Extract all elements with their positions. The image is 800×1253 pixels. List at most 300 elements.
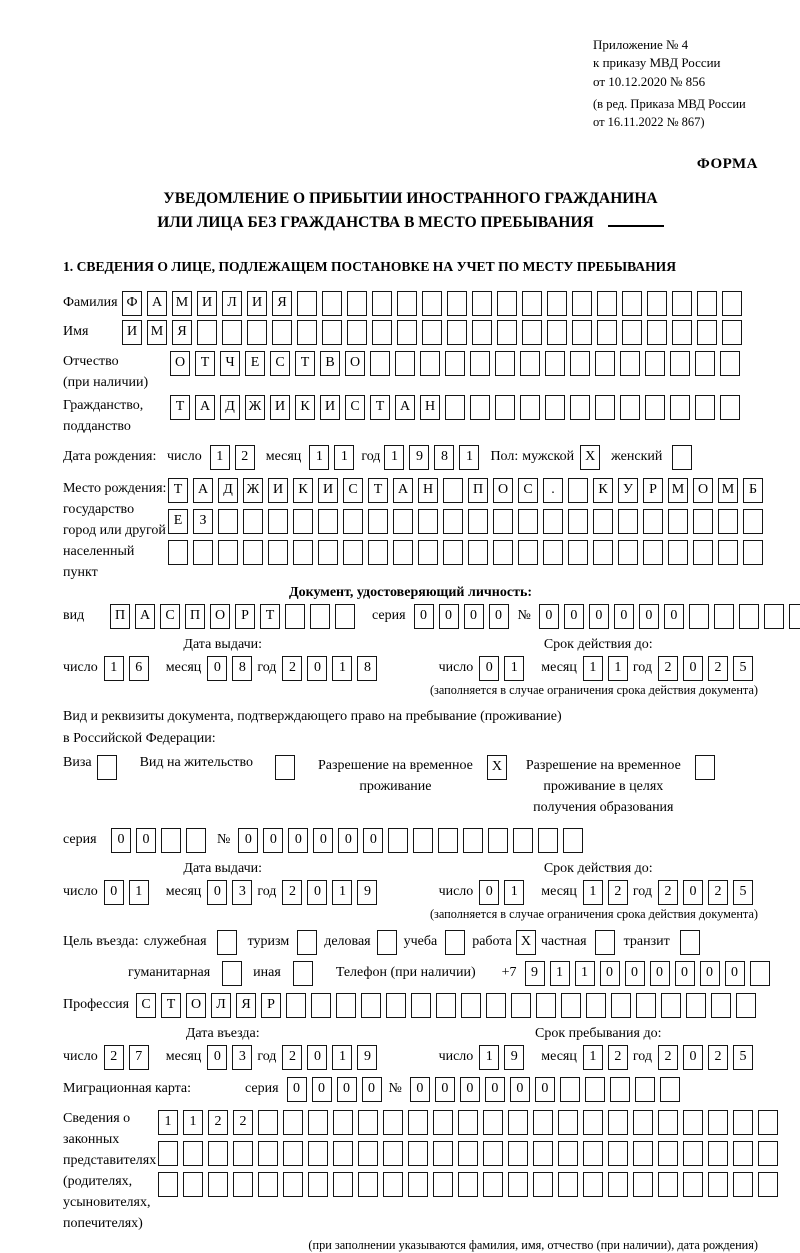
char-box[interactable] bbox=[388, 828, 408, 853]
char-box[interactable]: 0 bbox=[111, 828, 131, 853]
char-box[interactable] bbox=[368, 540, 388, 565]
char-box[interactable] bbox=[217, 930, 237, 955]
char-box[interactable] bbox=[513, 828, 533, 853]
char-box[interactable] bbox=[447, 291, 467, 316]
char-box[interactable]: 0 bbox=[337, 1077, 357, 1102]
char-box[interactable] bbox=[310, 604, 330, 629]
char-box[interactable] bbox=[383, 1172, 403, 1197]
char-box[interactable] bbox=[286, 993, 306, 1018]
char-box[interactable] bbox=[668, 540, 688, 565]
char-box[interactable] bbox=[670, 351, 690, 376]
char-box[interactable]: Е bbox=[245, 351, 265, 376]
char-box[interactable] bbox=[411, 993, 431, 1018]
char-box[interactable] bbox=[733, 1141, 753, 1166]
char-box[interactable]: М bbox=[668, 478, 688, 503]
char-box[interactable] bbox=[458, 1141, 478, 1166]
char-box[interactable] bbox=[493, 509, 513, 534]
char-box[interactable] bbox=[275, 755, 295, 780]
char-box[interactable] bbox=[545, 351, 565, 376]
char-box[interactable]: 0 bbox=[625, 961, 645, 986]
char-box[interactable] bbox=[618, 509, 638, 534]
char-box[interactable]: Я bbox=[172, 320, 192, 345]
char-box[interactable]: 0 bbox=[207, 656, 227, 681]
char-box[interactable] bbox=[422, 320, 442, 345]
char-box[interactable] bbox=[538, 828, 558, 853]
char-box[interactable] bbox=[595, 395, 615, 420]
char-box[interactable]: 0 bbox=[313, 828, 333, 853]
char-box[interactable]: 2 bbox=[708, 656, 728, 681]
char-box[interactable] bbox=[445, 351, 465, 376]
char-box[interactable] bbox=[658, 1110, 678, 1135]
char-box[interactable]: 0 bbox=[363, 828, 383, 853]
char-box[interactable]: 0 bbox=[338, 828, 358, 853]
char-box[interactable] bbox=[508, 1172, 528, 1197]
char-box[interactable]: 1 bbox=[332, 880, 352, 905]
char-box[interactable]: 0 bbox=[287, 1077, 307, 1102]
char-box[interactable] bbox=[645, 351, 665, 376]
char-box[interactable]: Л bbox=[211, 993, 231, 1018]
char-box[interactable] bbox=[586, 993, 606, 1018]
char-box[interactable] bbox=[683, 1141, 703, 1166]
char-box[interactable]: 0 bbox=[600, 961, 620, 986]
char-box[interactable]: Ч bbox=[220, 351, 240, 376]
char-box[interactable] bbox=[308, 1110, 328, 1135]
char-box[interactable] bbox=[308, 1141, 328, 1166]
char-box[interactable]: 5 bbox=[733, 880, 753, 905]
char-box[interactable] bbox=[370, 351, 390, 376]
char-box[interactable] bbox=[420, 351, 440, 376]
char-box[interactable]: 2 bbox=[282, 880, 302, 905]
char-box[interactable] bbox=[488, 828, 508, 853]
char-box[interactable]: 9 bbox=[357, 880, 377, 905]
char-box[interactable] bbox=[470, 351, 490, 376]
char-box[interactable] bbox=[611, 993, 631, 1018]
char-box[interactable] bbox=[522, 320, 542, 345]
char-box[interactable]: 5 bbox=[733, 1045, 753, 1070]
char-box[interactable]: 6 bbox=[129, 656, 149, 681]
char-box[interactable]: Т bbox=[161, 993, 181, 1018]
char-box[interactable] bbox=[739, 604, 759, 629]
char-box[interactable]: М bbox=[147, 320, 167, 345]
char-box[interactable]: 0 bbox=[589, 604, 609, 629]
char-box[interactable] bbox=[658, 1172, 678, 1197]
char-box[interactable] bbox=[322, 320, 342, 345]
char-box[interactable]: 2 bbox=[708, 1045, 728, 1070]
char-box[interactable] bbox=[643, 540, 663, 565]
char-box[interactable] bbox=[583, 1110, 603, 1135]
char-box[interactable]: И bbox=[268, 478, 288, 503]
char-box[interactable]: Т bbox=[295, 351, 315, 376]
char-box[interactable] bbox=[297, 291, 317, 316]
char-box[interactable]: А bbox=[135, 604, 155, 629]
char-box[interactable] bbox=[433, 1172, 453, 1197]
char-box[interactable]: А bbox=[395, 395, 415, 420]
char-box[interactable] bbox=[658, 1141, 678, 1166]
char-box[interactable]: Я bbox=[236, 993, 256, 1018]
char-box[interactable] bbox=[708, 1110, 728, 1135]
char-box[interactable] bbox=[672, 445, 692, 470]
char-box[interactable] bbox=[635, 1077, 655, 1102]
char-box[interactable]: И bbox=[122, 320, 142, 345]
char-box[interactable]: К bbox=[295, 395, 315, 420]
char-box[interactable]: Т bbox=[370, 395, 390, 420]
char-box[interactable] bbox=[486, 993, 506, 1018]
char-box[interactable]: 3 bbox=[232, 880, 252, 905]
char-box[interactable]: 1 bbox=[334, 445, 354, 470]
char-box[interactable]: 1 bbox=[608, 656, 628, 681]
char-box[interactable]: Б bbox=[743, 478, 763, 503]
char-box[interactable]: 0 bbox=[564, 604, 584, 629]
char-box[interactable] bbox=[433, 1110, 453, 1135]
char-box[interactable] bbox=[268, 509, 288, 534]
char-box[interactable] bbox=[789, 604, 800, 629]
char-box[interactable]: 1 bbox=[583, 1045, 603, 1070]
char-box[interactable]: 1 bbox=[583, 656, 603, 681]
char-box[interactable] bbox=[718, 509, 738, 534]
char-box[interactable]: 1 bbox=[550, 961, 570, 986]
char-box[interactable] bbox=[693, 509, 713, 534]
char-box[interactable] bbox=[418, 509, 438, 534]
char-box[interactable] bbox=[711, 993, 731, 1018]
char-box[interactable]: С bbox=[160, 604, 180, 629]
char-box[interactable]: 0 bbox=[312, 1077, 332, 1102]
char-box[interactable]: 1 bbox=[384, 445, 404, 470]
char-box[interactable] bbox=[468, 540, 488, 565]
char-box[interactable]: Ж bbox=[243, 478, 263, 503]
char-box[interactable]: 0 bbox=[307, 656, 327, 681]
char-box[interactable] bbox=[545, 395, 565, 420]
char-box[interactable] bbox=[333, 1110, 353, 1135]
char-box[interactable]: К bbox=[293, 478, 313, 503]
char-box[interactable]: 0 bbox=[535, 1077, 555, 1102]
char-box[interactable] bbox=[736, 993, 756, 1018]
char-box[interactable] bbox=[443, 540, 463, 565]
char-box[interactable] bbox=[570, 395, 590, 420]
char-box[interactable] bbox=[583, 1172, 603, 1197]
char-box[interactable]: Т bbox=[260, 604, 280, 629]
char-box[interactable] bbox=[572, 320, 592, 345]
char-box[interactable] bbox=[636, 993, 656, 1018]
char-box[interactable] bbox=[283, 1141, 303, 1166]
char-box[interactable]: Л bbox=[222, 291, 242, 316]
char-box[interactable] bbox=[547, 291, 567, 316]
char-box[interactable]: 1 bbox=[583, 880, 603, 905]
char-box[interactable] bbox=[518, 509, 538, 534]
char-box[interactable]: 0 bbox=[207, 880, 227, 905]
char-box[interactable] bbox=[695, 755, 715, 780]
char-box[interactable] bbox=[620, 395, 640, 420]
char-box[interactable]: 2 bbox=[282, 656, 302, 681]
char-box[interactable] bbox=[597, 320, 617, 345]
char-box[interactable] bbox=[661, 993, 681, 1018]
char-box[interactable] bbox=[608, 1141, 628, 1166]
char-box[interactable] bbox=[197, 320, 217, 345]
char-box[interactable] bbox=[572, 291, 592, 316]
char-box[interactable] bbox=[283, 1172, 303, 1197]
char-box[interactable] bbox=[560, 1077, 580, 1102]
char-box[interactable]: 0 bbox=[683, 880, 703, 905]
char-box[interactable] bbox=[343, 509, 363, 534]
char-box[interactable] bbox=[722, 291, 742, 316]
char-box[interactable] bbox=[497, 291, 517, 316]
char-box[interactable] bbox=[445, 930, 465, 955]
char-box[interactable]: И bbox=[320, 395, 340, 420]
char-box[interactable]: Н bbox=[418, 478, 438, 503]
char-box[interactable] bbox=[168, 540, 188, 565]
char-box[interactable] bbox=[333, 1172, 353, 1197]
char-box[interactable]: 1 bbox=[183, 1110, 203, 1135]
char-box[interactable] bbox=[383, 1110, 403, 1135]
char-box[interactable] bbox=[358, 1172, 378, 1197]
char-box[interactable]: 0 bbox=[639, 604, 659, 629]
char-box[interactable]: 0 bbox=[683, 1045, 703, 1070]
char-box[interactable]: С bbox=[518, 478, 538, 503]
char-box[interactable] bbox=[393, 509, 413, 534]
char-box[interactable]: 2 bbox=[608, 1045, 628, 1070]
char-box[interactable]: Е bbox=[168, 509, 188, 534]
char-box[interactable]: X bbox=[580, 445, 600, 470]
char-box[interactable]: А bbox=[393, 478, 413, 503]
char-box[interactable] bbox=[272, 320, 292, 345]
char-box[interactable] bbox=[733, 1110, 753, 1135]
char-box[interactable] bbox=[372, 320, 392, 345]
char-box[interactable]: 2 bbox=[282, 1045, 302, 1070]
char-box[interactable]: 0 bbox=[460, 1077, 480, 1102]
char-box[interactable] bbox=[758, 1141, 778, 1166]
char-box[interactable] bbox=[413, 828, 433, 853]
char-box[interactable] bbox=[670, 395, 690, 420]
char-box[interactable]: П bbox=[185, 604, 205, 629]
char-box[interactable]: 1 bbox=[129, 880, 149, 905]
char-box[interactable] bbox=[247, 320, 267, 345]
char-box[interactable]: О bbox=[493, 478, 513, 503]
char-box[interactable] bbox=[593, 509, 613, 534]
char-box[interactable]: 1 bbox=[104, 656, 124, 681]
char-box[interactable]: 1 bbox=[575, 961, 595, 986]
char-box[interactable]: 1 bbox=[332, 1045, 352, 1070]
char-box[interactable] bbox=[647, 291, 667, 316]
char-box[interactable]: А bbox=[195, 395, 215, 420]
char-box[interactable] bbox=[97, 755, 117, 780]
char-box[interactable]: 2 bbox=[658, 880, 678, 905]
char-box[interactable]: О bbox=[345, 351, 365, 376]
char-box[interactable] bbox=[443, 509, 463, 534]
char-box[interactable]: Ф bbox=[122, 291, 142, 316]
char-box[interactable]: 0 bbox=[675, 961, 695, 986]
char-box[interactable] bbox=[283, 1110, 303, 1135]
char-box[interactable] bbox=[720, 395, 740, 420]
char-box[interactable]: 9 bbox=[357, 1045, 377, 1070]
char-box[interactable] bbox=[318, 509, 338, 534]
char-box[interactable]: 1 bbox=[158, 1110, 178, 1135]
char-box[interactable]: О bbox=[693, 478, 713, 503]
char-box[interactable]: 0 bbox=[104, 880, 124, 905]
char-box[interactable] bbox=[508, 1141, 528, 1166]
char-box[interactable]: 0 bbox=[614, 604, 634, 629]
char-box[interactable] bbox=[436, 993, 456, 1018]
char-box[interactable] bbox=[511, 993, 531, 1018]
char-box[interactable] bbox=[258, 1141, 278, 1166]
char-box[interactable]: Р bbox=[643, 478, 663, 503]
char-box[interactable] bbox=[285, 604, 305, 629]
char-box[interactable] bbox=[543, 540, 563, 565]
char-box[interactable]: И bbox=[247, 291, 267, 316]
char-box[interactable]: С bbox=[343, 478, 363, 503]
char-box[interactable] bbox=[633, 1141, 653, 1166]
char-box[interactable]: 0 bbox=[510, 1077, 530, 1102]
char-box[interactable] bbox=[268, 540, 288, 565]
char-box[interactable] bbox=[161, 828, 181, 853]
char-box[interactable] bbox=[495, 395, 515, 420]
char-box[interactable]: З bbox=[193, 509, 213, 534]
char-box[interactable]: Ж bbox=[245, 395, 265, 420]
char-box[interactable] bbox=[218, 509, 238, 534]
char-box[interactable] bbox=[183, 1172, 203, 1197]
char-box[interactable]: 0 bbox=[489, 604, 509, 629]
char-box[interactable] bbox=[322, 291, 342, 316]
char-box[interactable] bbox=[520, 395, 540, 420]
char-box[interactable] bbox=[563, 828, 583, 853]
char-box[interactable]: 0 bbox=[288, 828, 308, 853]
char-box[interactable] bbox=[233, 1172, 253, 1197]
char-box[interactable]: 0 bbox=[485, 1077, 505, 1102]
char-box[interactable]: М bbox=[172, 291, 192, 316]
char-box[interactable]: П bbox=[110, 604, 130, 629]
char-box[interactable] bbox=[308, 1172, 328, 1197]
char-box[interactable] bbox=[695, 351, 715, 376]
char-box[interactable] bbox=[293, 509, 313, 534]
char-box[interactable] bbox=[258, 1172, 278, 1197]
char-box[interactable] bbox=[533, 1141, 553, 1166]
char-box[interactable] bbox=[463, 828, 483, 853]
char-box[interactable]: 2 bbox=[235, 445, 255, 470]
char-box[interactable] bbox=[233, 1141, 253, 1166]
char-box[interactable]: 0 bbox=[479, 880, 499, 905]
char-box[interactable]: 9 bbox=[504, 1045, 524, 1070]
char-box[interactable] bbox=[495, 351, 515, 376]
char-box[interactable] bbox=[395, 351, 415, 376]
char-box[interactable]: 8 bbox=[434, 445, 454, 470]
char-box[interactable] bbox=[697, 320, 717, 345]
char-box[interactable] bbox=[561, 993, 581, 1018]
char-box[interactable]: О bbox=[186, 993, 206, 1018]
char-box[interactable] bbox=[689, 604, 709, 629]
char-box[interactable] bbox=[438, 828, 458, 853]
char-box[interactable]: 2 bbox=[708, 880, 728, 905]
char-box[interactable] bbox=[568, 509, 588, 534]
char-box[interactable]: 1 bbox=[504, 880, 524, 905]
char-box[interactable] bbox=[372, 291, 392, 316]
char-box[interactable] bbox=[258, 1110, 278, 1135]
char-box[interactable] bbox=[447, 320, 467, 345]
char-box[interactable] bbox=[243, 540, 263, 565]
char-box[interactable] bbox=[558, 1110, 578, 1135]
char-box[interactable] bbox=[483, 1172, 503, 1197]
char-box[interactable]: 0 bbox=[410, 1077, 430, 1102]
char-box[interactable]: 2 bbox=[104, 1045, 124, 1070]
char-box[interactable] bbox=[483, 1110, 503, 1135]
char-box[interactable]: О bbox=[170, 351, 190, 376]
char-box[interactable] bbox=[750, 961, 770, 986]
char-box[interactable] bbox=[408, 1172, 428, 1197]
char-box[interactable] bbox=[408, 1110, 428, 1135]
char-box[interactable] bbox=[243, 509, 263, 534]
char-box[interactable] bbox=[358, 1141, 378, 1166]
char-box[interactable]: 0 bbox=[435, 1077, 455, 1102]
char-box[interactable] bbox=[536, 993, 556, 1018]
char-box[interactable] bbox=[718, 540, 738, 565]
char-box[interactable] bbox=[408, 1141, 428, 1166]
char-box[interactable] bbox=[697, 291, 717, 316]
char-box[interactable] bbox=[208, 1172, 228, 1197]
char-box[interactable]: С bbox=[270, 351, 290, 376]
char-box[interactable] bbox=[520, 351, 540, 376]
char-box[interactable] bbox=[293, 540, 313, 565]
char-box[interactable] bbox=[622, 291, 642, 316]
char-box[interactable] bbox=[183, 1141, 203, 1166]
char-box[interactable] bbox=[686, 993, 706, 1018]
char-box[interactable] bbox=[472, 291, 492, 316]
char-box[interactable] bbox=[633, 1110, 653, 1135]
char-box[interactable]: О bbox=[210, 604, 230, 629]
char-box[interactable]: У bbox=[618, 478, 638, 503]
char-box[interactable] bbox=[722, 320, 742, 345]
char-box[interactable]: М bbox=[718, 478, 738, 503]
char-box[interactable] bbox=[422, 291, 442, 316]
char-box[interactable]: 0 bbox=[539, 604, 559, 629]
char-box[interactable] bbox=[361, 993, 381, 1018]
char-box[interactable]: 0 bbox=[650, 961, 670, 986]
char-box[interactable]: 8 bbox=[357, 656, 377, 681]
char-box[interactable]: 1 bbox=[332, 656, 352, 681]
char-box[interactable] bbox=[418, 540, 438, 565]
char-box[interactable]: Т bbox=[195, 351, 215, 376]
char-box[interactable] bbox=[568, 540, 588, 565]
char-box[interactable] bbox=[558, 1172, 578, 1197]
char-box[interactable] bbox=[358, 1110, 378, 1135]
char-box[interactable] bbox=[708, 1172, 728, 1197]
char-box[interactable]: 0 bbox=[307, 880, 327, 905]
char-box[interactable] bbox=[443, 478, 463, 503]
char-box[interactable]: 0 bbox=[700, 961, 720, 986]
char-box[interactable] bbox=[645, 395, 665, 420]
char-box[interactable]: . bbox=[543, 478, 563, 503]
char-box[interactable] bbox=[570, 351, 590, 376]
char-box[interactable] bbox=[318, 540, 338, 565]
char-box[interactable] bbox=[608, 1110, 628, 1135]
char-box[interactable]: С bbox=[136, 993, 156, 1018]
char-box[interactable] bbox=[668, 509, 688, 534]
char-box[interactable] bbox=[593, 540, 613, 565]
char-box[interactable] bbox=[610, 1077, 630, 1102]
char-box[interactable]: 9 bbox=[409, 445, 429, 470]
char-box[interactable] bbox=[377, 930, 397, 955]
char-box[interactable] bbox=[693, 540, 713, 565]
char-box[interactable] bbox=[311, 993, 331, 1018]
char-box[interactable]: 0 bbox=[439, 604, 459, 629]
char-box[interactable] bbox=[568, 478, 588, 503]
char-box[interactable] bbox=[293, 961, 313, 986]
char-box[interactable] bbox=[445, 395, 465, 420]
char-box[interactable]: 0 bbox=[362, 1077, 382, 1102]
char-box[interactable]: 5 bbox=[733, 656, 753, 681]
char-box[interactable] bbox=[483, 1141, 503, 1166]
char-box[interactable]: 0 bbox=[725, 961, 745, 986]
char-box[interactable]: 9 bbox=[525, 961, 545, 986]
char-box[interactable]: С bbox=[345, 395, 365, 420]
char-box[interactable] bbox=[622, 320, 642, 345]
char-box[interactable] bbox=[643, 509, 663, 534]
